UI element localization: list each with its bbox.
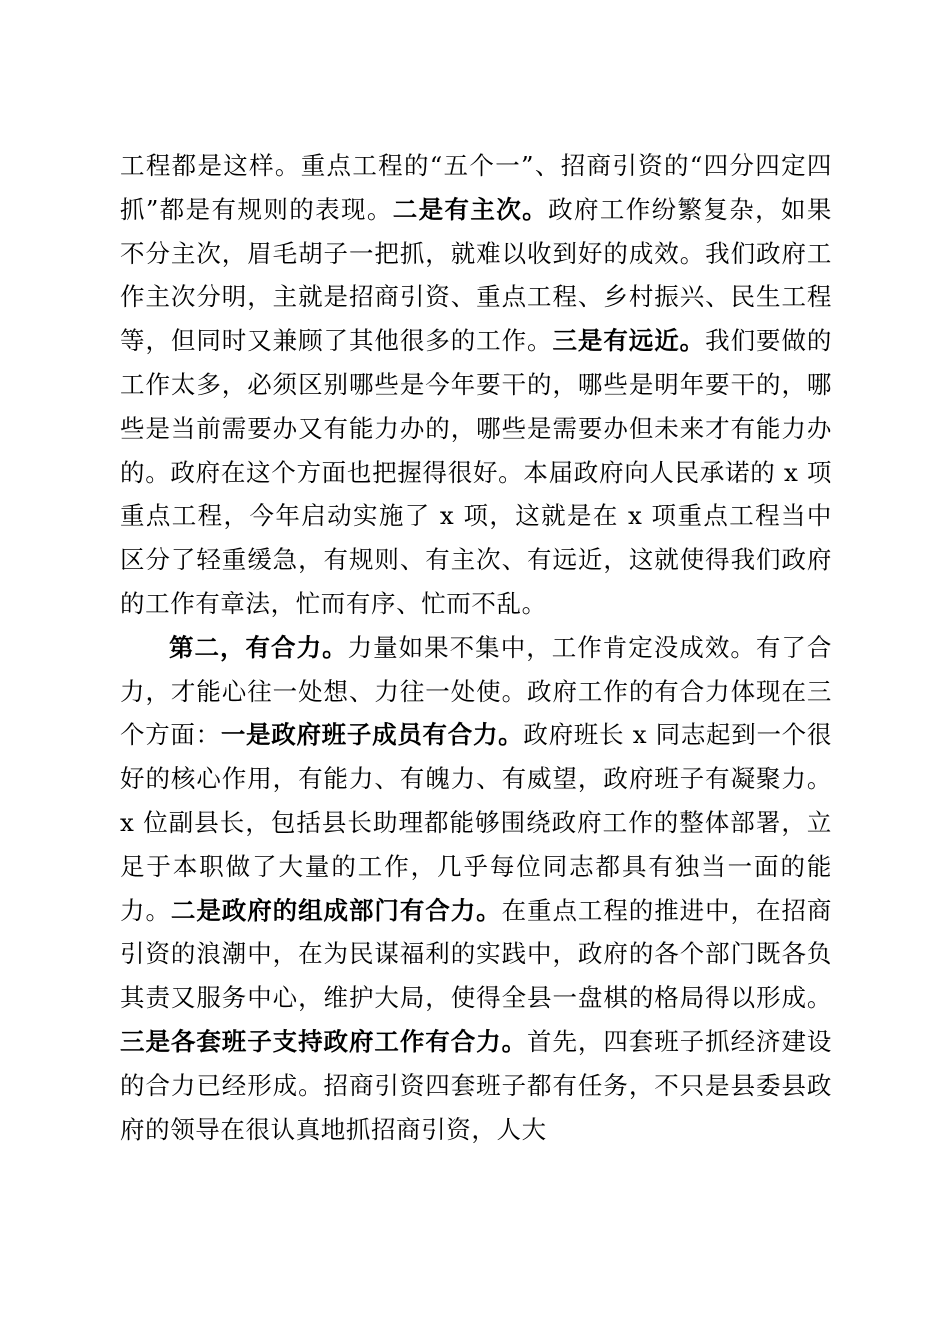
section-heading-run: 第二，有合力。: [169, 632, 348, 662]
text-run: 我们要做的工作太多，必须区别哪些是今年要干的，哪些是明年要干的，哪些是当前需要办又有能力办的，哪些是需要办但未来才有能力办的。政府在这个方面也把握得很好。本届政府向人民承诺的 x 项重点工程，今年启动实施了 x 项，这就是在 x 项重点工程当中区分了轻重缓急，有规则、有主次、有远近，这就使得我们政府的工作有章法，忙而有序、忙而不乱。: [120, 326, 833, 618]
text-run: 工程都是这样。重点工程的“五个一”、招商引资的“四分四定四抓”都是有规则的表现。: [120, 151, 832, 224]
text-run: 首先，四套班子抓经济建设的合力已经形成。招商引资四套班子都有任务，不只是县委县政府的领导在很认真地抓招商引资，人大: [120, 1026, 832, 1144]
bold-heading-run: 三是有远近。: [552, 326, 706, 356]
paragraph-2: [120, 626, 832, 1152]
bold-heading-run: 三是各套班子支持政府工作有合力。: [120, 1026, 528, 1056]
bold-heading-run: 二是政府的组成部门有合力。: [170, 895, 502, 925]
text-run: 在重点工程的推进中，在招商引资的浪潮中，在为民谋福利的实践中，政府的各个部门既各负其责又服务中心，维护大局，使得全县一盘棋的格局得以形成。: [120, 895, 832, 1013]
body-text: [120, 144, 832, 1151]
bold-heading-run: 一是政府班子成员有合力。: [220, 720, 524, 750]
text-run: 政府工作纷繁复杂，如果不分主次，眉毛胡子一把抓，就难以收到好的成效。我们政府工作主次分明，主就是招商引资、重点工程、乡村振兴、民生工程等，但同时又兼顾了其他很多的工作。: [120, 194, 832, 356]
text-run: 力量如果不集中，工作肯定没成效。有了合力，才能心往一处想、力往一处使。政府工作的有合力体现在三个方面：: [120, 632, 832, 750]
paragraph-1: [120, 144, 832, 626]
text-run: 政府班长 x 同志起到一个很好的核心作用，有能力、有魄力、有威望，政府班子有凝聚力。x 位副县长，包括县长助理都能够围绕政府工作的整体部署，立足于本职做了大量的工作，几乎每位同志都具有独当一面的能力。: [120, 720, 832, 925]
bold-heading-run: 二是有主次。: [392, 194, 549, 224]
